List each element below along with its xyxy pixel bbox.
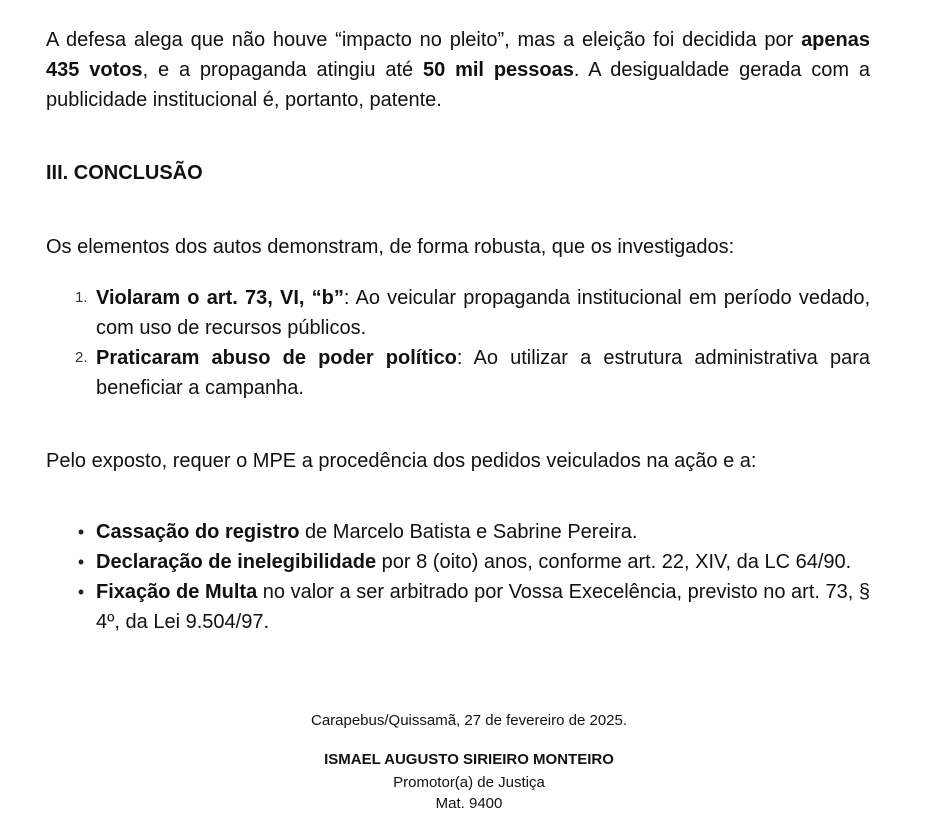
item-text: no valor a ser arbitrado por Vossa Execelência, previsto no art. 73, § 4º, da Lei 9.504/97.	[96, 581, 871, 633]
item-bold-label: Cassação do registro	[96, 521, 300, 543]
item-bold-label: Fixação de Multa	[96, 581, 258, 603]
request-sentence: Pelo exposto, requer o MPE a procedência dos pedidos veiculados na ação e a:	[46, 450, 757, 472]
signer-role: Promotor(a) de Justiça	[393, 774, 545, 791]
bullet-icon: •	[77, 552, 85, 572]
item-bold-label: Praticaram abuso de poder político	[96, 347, 457, 369]
bullet-list-item	[77, 547, 870, 577]
list-number: 1.	[75, 289, 88, 306]
item-bold-label: Violaram o art. 73, VI, “b”	[96, 287, 344, 309]
intro-paragraph	[46, 25, 870, 115]
ordered-list-item	[75, 343, 870, 403]
intro-text-2: , e a propaganda atingiu até	[142, 59, 423, 81]
item-bold-label: Declaração de inelegibilidade	[96, 551, 377, 573]
registration-number: Mat. 9400	[435, 795, 503, 812]
item-text: : Ao utilizar a estrutura administrativa para beneficiar a campanha.	[96, 347, 870, 399]
bullet-list	[77, 517, 871, 637]
item-text: : Ao veicular propaganda institucional em período vedado, com uso de recursos públicos.	[96, 287, 870, 339]
lead-sentence: Os elementos dos autos demonstram, de forma robusta, que os investigados:	[46, 236, 735, 258]
bullet-icon: •	[77, 522, 85, 542]
intro-text-3: . A desigualdade gerada com a publicidade institucional é, portanto, patente.	[46, 59, 871, 111]
list-number: 2.	[75, 349, 88, 366]
bullet-icon: •	[77, 582, 85, 602]
item-text: de Marcelo Batista e Sabrine Pereira.	[299, 521, 638, 543]
ordered-list	[75, 283, 870, 403]
item-text: por 8 (oito) anos, conforme art. 22, XIV, da LC 64/90.	[376, 551, 852, 573]
bullet-list-item	[77, 517, 870, 547]
place-date: Carapebus/Quissamã, 27 de fevereiro de 2025.	[310, 712, 628, 729]
signer-name: ISMAEL AUGUSTO SIRIEIRO MONTEIRO	[324, 751, 614, 768]
bullet-list-item	[77, 577, 871, 637]
section-heading: III. CONCLUSÃO	[46, 162, 203, 184]
intro-text-1: A defesa alega que não houve “impacto no pleito”, mas a eleição foi decidida por	[46, 29, 802, 51]
intro-bold-people: 50 mil pessoas	[422, 59, 574, 81]
ordered-list-item	[75, 283, 870, 343]
intro-bold-votes: apenas 435 votos	[46, 29, 870, 81]
